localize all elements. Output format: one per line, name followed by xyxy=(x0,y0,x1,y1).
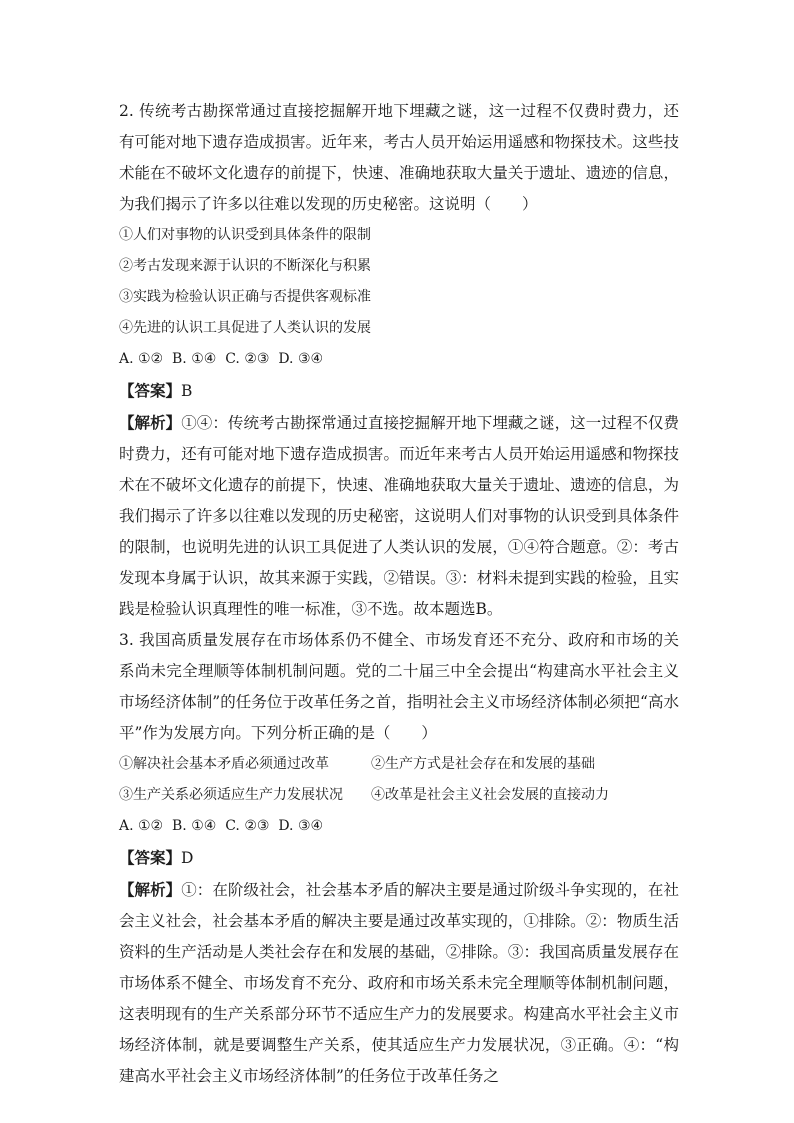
answer-value: B xyxy=(181,382,193,400)
question-3-option-1: ①解决社会基本矛盾必须通过改革 xyxy=(119,756,329,772)
question-3-stem: 3. 我国高质量发展存在市场体系仍不健全、市场发育还不充分、政府和市场的关系尚未完全理顺等体制机制问题。党的二十届三中全会提出“构建高水平社会主义市场经济体制”的任务位于改革任务之首，指明社会主义市场经济体制必须把“高水平”作为发展方向。下列分析正确的是（ ） xyxy=(119,631,679,742)
document-page xyxy=(119,96,679,1092)
question-2-option-1: ①人们对事物的认识受到具体条件的限制 xyxy=(119,227,371,243)
question-3-options-row-1 xyxy=(119,749,679,780)
question-3-answer xyxy=(119,842,679,874)
answer-value: D xyxy=(181,849,194,867)
analysis-text: ①④：传统考古勘探常通过直接挖掘解开地下埋藏之谜，这一过程不仅费时费力，还有可能对地下遗存造成损害。而近年来考古人员开始运用遥感和物探技术在不破坏文化遗存的前提下，快速、准确地获取大量关于遗址、遗迹的信息，为我们揭示了许多以往难以发现的历史秘密，这说明人们对事物的认识受到具体条件的限制，也说明先进的认识工具促进了人类认识的发展，①④符合题意。②：考古发现本身属于认识，故其来源于实践，②错误。③：材料未提到实践的检验，且实践是检验认识真理性的唯一标准，③不选。故本题选B。 xyxy=(119,414,679,618)
question-2-option-2: ②考古发现来源于认识的不断深化与积累 xyxy=(119,258,371,274)
question-3-options-row-2 xyxy=(119,780,679,811)
question-3-option-2: ②生产方式是社会存在和发展的基础 xyxy=(371,756,595,772)
answer-label: 【答案】 xyxy=(119,848,182,867)
question-2-option-4: ④先进的认识工具促进了人类认识的发展 xyxy=(119,320,371,336)
question-3-option-4: ④改革是社会主义社会发展的直接动力 xyxy=(371,787,609,803)
question-2-choices: A. ①② B. ①④ C. ②③ D. ③④ xyxy=(119,351,324,367)
question-2-analysis xyxy=(119,407,679,625)
question-2-option-3: ③实践为检验认识正确与否提供客观标准 xyxy=(119,289,371,305)
question-2-stem: 2. 传统考古勘探常通过直接挖掘解开地下埋藏之谜，这一过程不仅费时费力，还有可能对地下遗存造成损害。近年来，考古人员开始运用遥感和物探技术。这些技术能在不破坏文化遗存的前提下，快速、准确地获取大量关于遗址、遗迹的信息，为我们揭示了许多以往难以发现的历史秘密。这说明（ ） xyxy=(119,102,679,213)
question-3-choices: A. ①② B. ①④ C. ②③ D. ③④ xyxy=(119,818,324,834)
answer-label: 【答案】 xyxy=(119,381,182,400)
analysis-label: 【解析】 xyxy=(119,413,182,432)
question-2-answer xyxy=(119,375,679,407)
question-3-analysis xyxy=(119,874,679,1092)
analysis-text: ①：在阶级社会，社会基本矛盾的解决主要是通过阶级斗争实现的，在社会主义社会，社会基本矛盾的解决主要是通过改革实现的，①排除。②：物质生活资料的生产活动是人类社会存在和发展的基础，②排除。③：我国高质量发展存在市场体系不健全、市场发育不充分、政府和市场关系未完全理顺等体制机制问题，这表明现有的生产关系部分环节不适应生产力的发展要求。构建高水平社会主义市场经济体制，就是要调整生产关系，使其适应生产力发展状况，③正确。④：“构建高水平社会主义市场经济体制”的任务位于改革任务之 xyxy=(119,881,679,1085)
question-3-option-3: ③生产关系必须适应生产力发展状况 xyxy=(119,787,343,803)
analysis-label: 【解析】 xyxy=(119,880,182,899)
